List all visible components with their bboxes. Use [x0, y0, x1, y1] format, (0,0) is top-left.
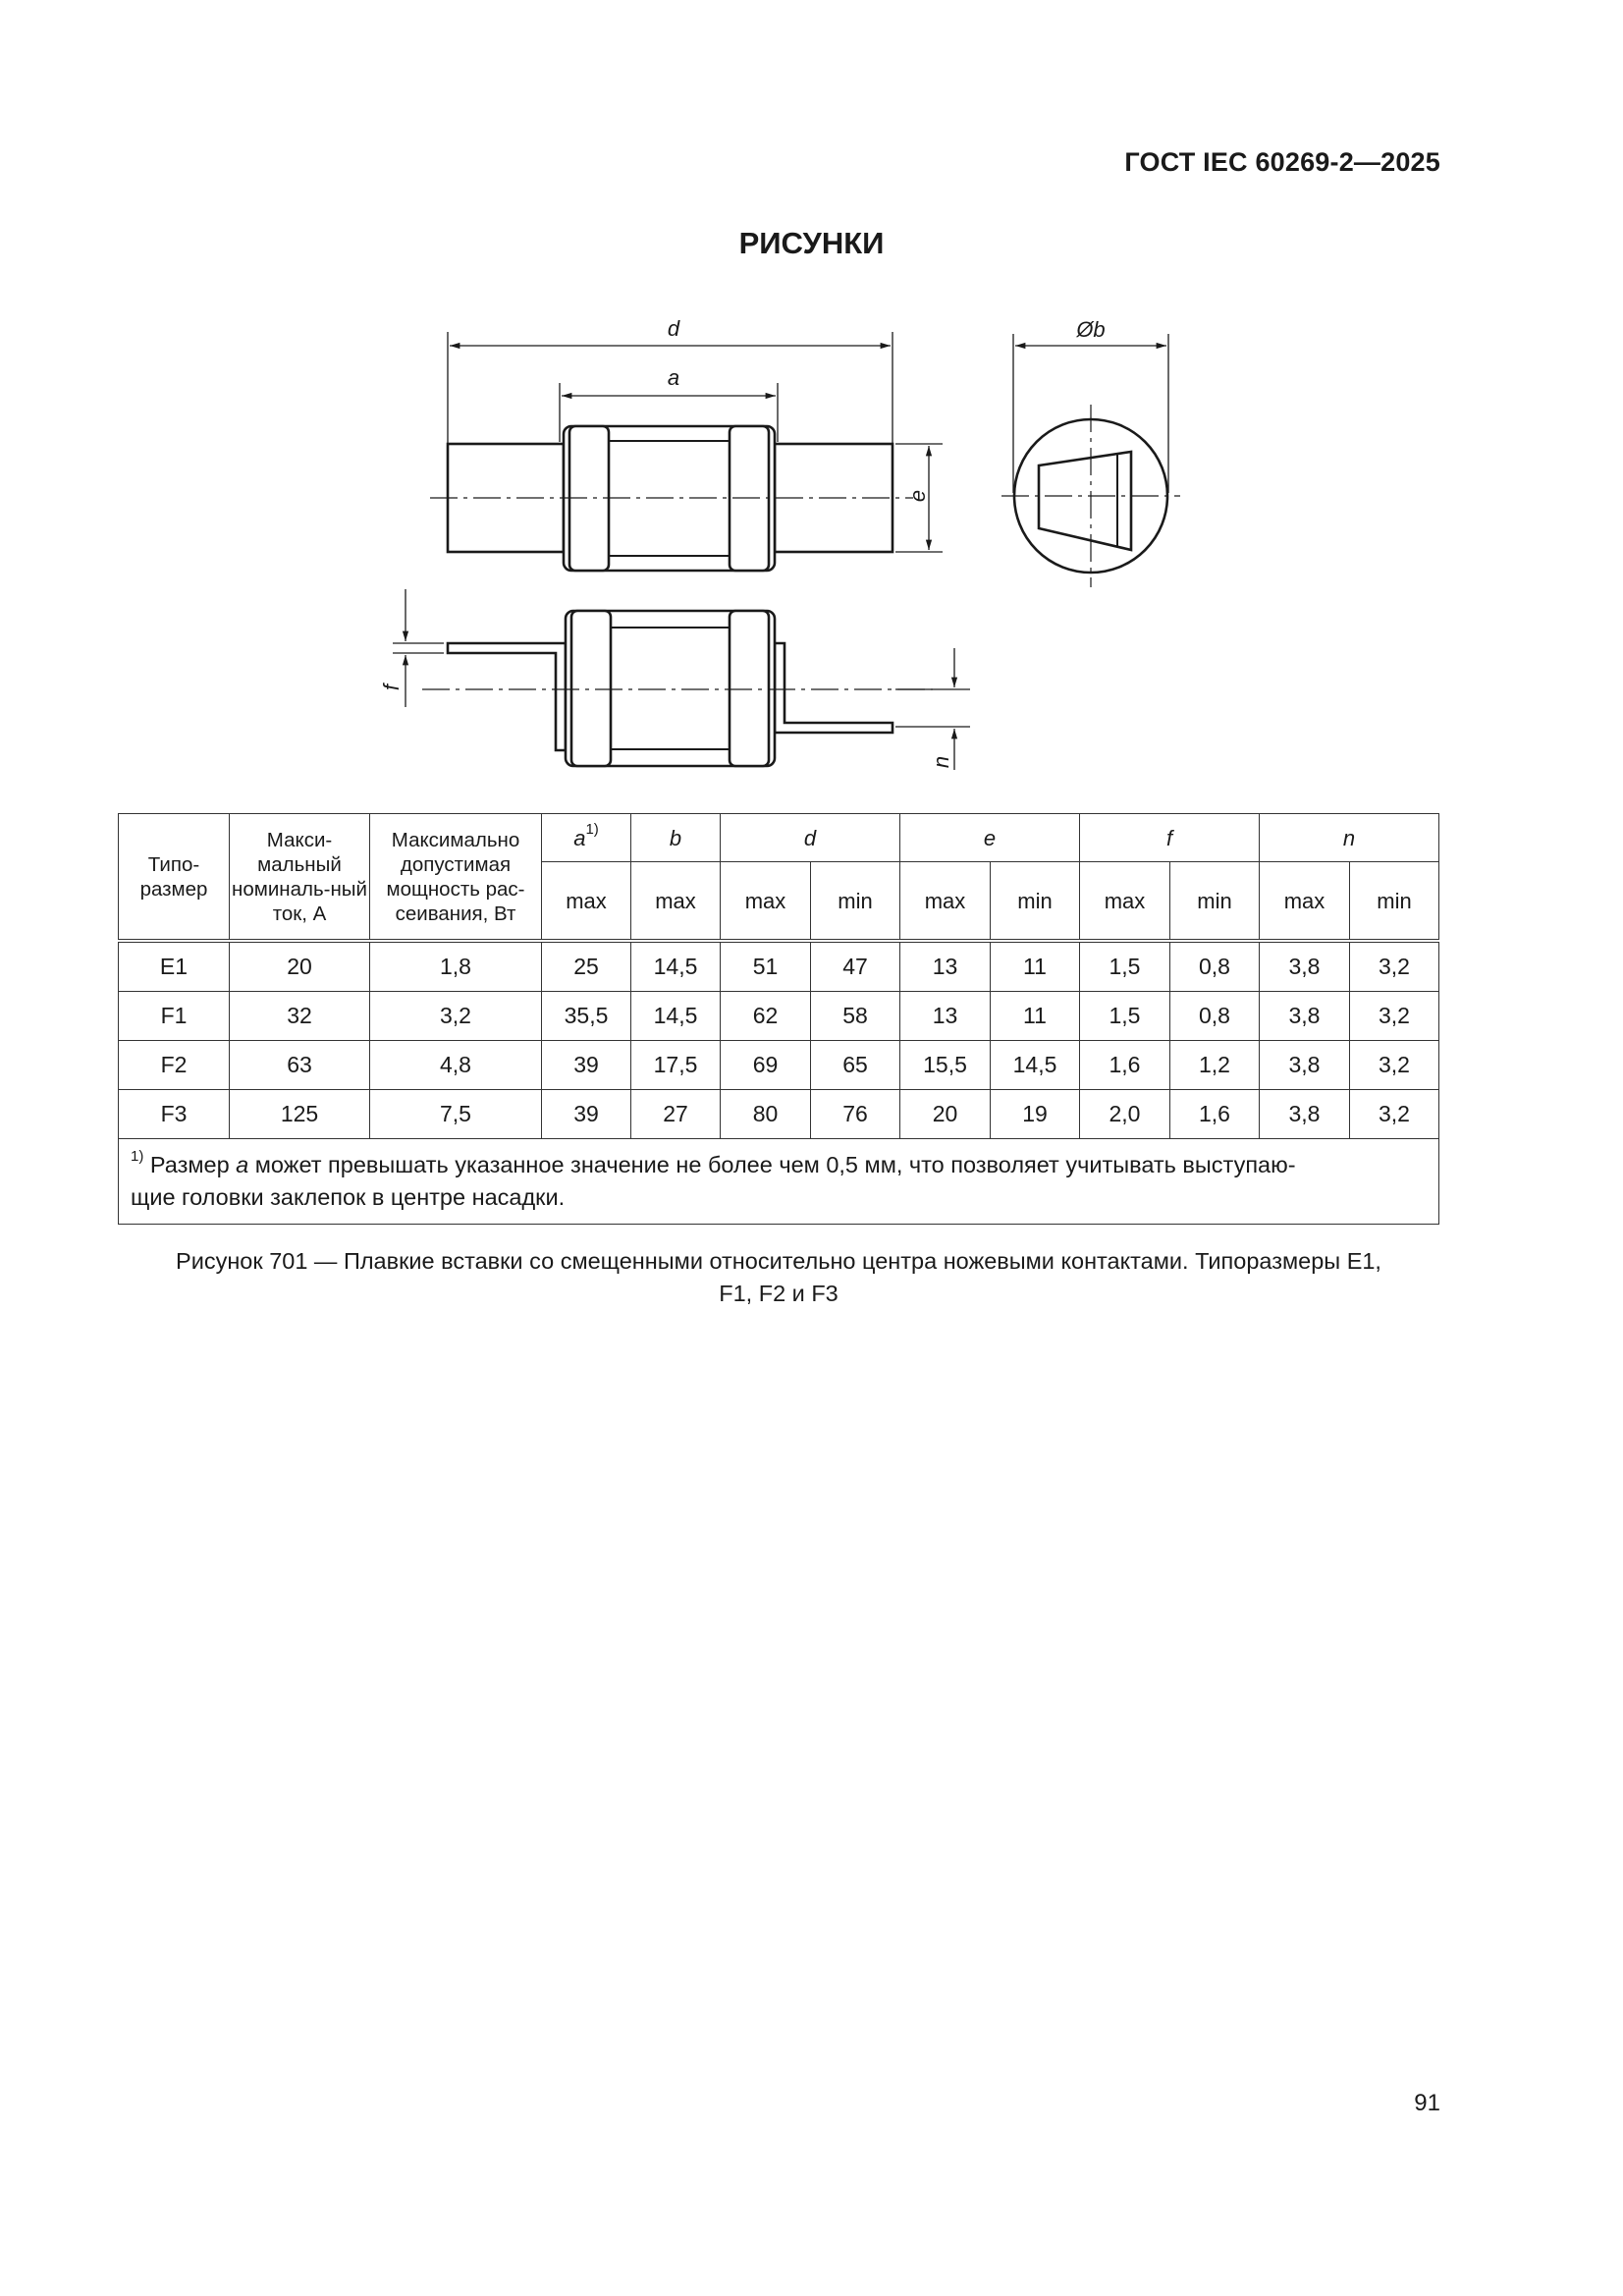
table-cell: 14,5: [991, 1041, 1080, 1090]
table-cell: 3,2: [1350, 992, 1439, 1041]
table-cell: 11: [991, 992, 1080, 1041]
table-cell: 13: [900, 941, 991, 992]
table-cell: 1,5: [1080, 992, 1170, 1041]
table-row: [119, 941, 1439, 992]
header-n: n: [1260, 814, 1439, 862]
table-cell: 1,2: [1170, 1041, 1260, 1090]
header-d: d: [721, 814, 900, 862]
section-title: РИСУНКИ: [738, 226, 885, 260]
table-cell: 11: [991, 941, 1080, 992]
table-cell: 19: [991, 1090, 1080, 1139]
table-cell: 4,8: [370, 1041, 542, 1090]
end-view: [1001, 334, 1180, 587]
table-cell: 25: [542, 941, 631, 992]
limit-cell: max: [1080, 862, 1170, 942]
table-cell: 3,8: [1260, 1041, 1350, 1090]
table-cell: 2,0: [1080, 1090, 1170, 1139]
table-cell: 0,8: [1170, 941, 1260, 992]
header-a: $a^{1)}$: [542, 814, 631, 862]
dim-label-f: f: [379, 683, 404, 691]
table-cell: 14,5: [631, 941, 721, 992]
table-cell: 69: [721, 1041, 811, 1090]
table-cell: 27: [631, 1090, 721, 1139]
table-cell: 3,2: [370, 992, 542, 1041]
table-cell: 76: [811, 1090, 900, 1139]
limit-cell: min: [811, 862, 900, 942]
table-cell: 3,2: [1350, 1090, 1439, 1139]
table-cell: 35,5: [542, 992, 631, 1041]
table-cell: 80: [721, 1090, 811, 1139]
limit-cell: min: [1350, 862, 1439, 942]
figure-caption: [118, 1245, 1439, 1310]
table-cell: 20: [900, 1090, 991, 1139]
caption-line-2: F1, F2 и F3: [719, 1281, 839, 1306]
table-cell: 47: [811, 941, 900, 992]
table-cell: 32: [230, 992, 370, 1041]
table-cell: 1,5: [1080, 941, 1170, 992]
table-cell: 3,8: [1260, 1090, 1350, 1139]
table-note-row: [119, 1139, 1439, 1225]
table-cell: 15,5: [900, 1041, 991, 1090]
standard-id: ГОСТ IEC 60269-2—2025: [1124, 147, 1440, 177]
table-cell: 63: [230, 1041, 370, 1090]
header-b: b: [631, 814, 721, 862]
table-cell: 1,6: [1080, 1041, 1170, 1090]
dim-label-b: Øb: [1076, 317, 1106, 342]
table-cell: 3,2: [1350, 941, 1439, 992]
table-cell: 39: [542, 1090, 631, 1139]
dimensions-table: [118, 813, 1439, 1225]
table-cell: 125: [230, 1090, 370, 1139]
top-view: [430, 332, 943, 571]
dim-label-a: a: [667, 365, 680, 390]
size-code-cell: F2: [119, 1041, 230, 1090]
table-row: [119, 992, 1439, 1041]
table-cell: 3,8: [1260, 941, 1350, 992]
table-cell: 3,2: [1350, 1041, 1439, 1090]
size-code-cell: E1: [119, 941, 230, 992]
table-cell: 39: [542, 1041, 631, 1090]
page-number: 91: [1414, 2090, 1440, 2116]
table-cell: 62: [721, 992, 811, 1041]
limit-cell: max: [542, 862, 631, 942]
table-cell: 1,6: [1170, 1090, 1260, 1139]
table-cell: 17,5: [631, 1041, 721, 1090]
table-row: [119, 1090, 1439, 1139]
table-cell: 0,8: [1170, 992, 1260, 1041]
dim-label-e: e: [905, 489, 930, 503]
header-f: f: [1080, 814, 1260, 862]
dim-label-n: n: [929, 755, 953, 769]
side-view: [393, 589, 970, 770]
caption-line-1: Рисунок 701 — Плавкие вставки со смещенными относительно центра ножевыми контактами. Типоразмеры E1,: [176, 1248, 1381, 1274]
limit-cell: min: [991, 862, 1080, 942]
table-cell: 20: [230, 941, 370, 992]
size-code-cell: F1: [119, 992, 230, 1041]
limit-cell: min: [1170, 862, 1260, 942]
table-cell: 51: [721, 941, 811, 992]
limit-cell: max: [631, 862, 721, 942]
table-footnote: $^{1)}$ Размер a может превышать указанное значение не более чем 0,5 мм, что позволяет учитывать выступаю- щие головки заклепок в центре насадки.: [119, 1139, 1439, 1225]
limit-cell: max: [1260, 862, 1350, 942]
fuse-link-drawing: [0, 0, 1623, 786]
header-power: Максимально допустимая мощность рас-сеивания, Вт: [370, 814, 542, 942]
table-cell: 14,5: [631, 992, 721, 1041]
table-cell: 65: [811, 1041, 900, 1090]
limit-cell: max: [721, 862, 811, 942]
header-current: Макси-мальный номиналь-ный ток, А: [230, 814, 370, 942]
size-code-cell: F3: [119, 1090, 230, 1139]
table-cell: 7,5: [370, 1090, 542, 1139]
limit-cell: max: [900, 862, 991, 942]
header-type: Типо-размер: [119, 814, 230, 942]
table-cell: 13: [900, 992, 991, 1041]
table-header-row: [119, 814, 1439, 862]
header-e: e: [900, 814, 1080, 862]
table-cell: 1,8: [370, 941, 542, 992]
dim-label-d: d: [667, 316, 680, 341]
table-row: [119, 1041, 1439, 1090]
table-cell: 58: [811, 992, 900, 1041]
table-cell: 3,8: [1260, 992, 1350, 1041]
